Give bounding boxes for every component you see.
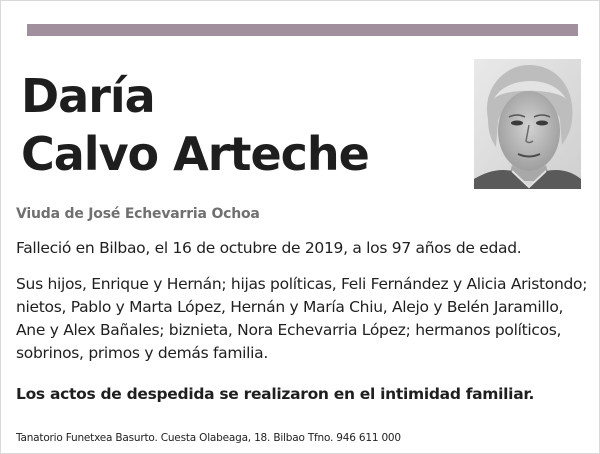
ceremony-notice: Los actos de despedida se realizaron en el intimidad familiar. — [16, 385, 535, 403]
funeral-home-info: Tanatorio Funetxea Basurto. Cuesta Olabeaga, 18. Bilbao Tfno. 946 611 000 — [16, 432, 401, 444]
family-list: Sus hijos, Enrique y Hernán; hijas políticas, Feli Fernández y Alicia Aristondo; nietos, Pablo y Marta López, Hernán y María Chiu, Alejo y Belén Jaramillo, Ane y Alex Bañales; biznieta, Nora Echevarria López; hermanos políticos, sobrinos, primos y demás familia. — [16, 275, 588, 362]
first-name: Daría — [21, 69, 155, 123]
widow-subtitle: Viuda de José Echevarria Ochoa — [16, 206, 260, 222]
portrait-photo — [474, 59, 581, 189]
accent-bar — [27, 24, 578, 36]
surnames: Calvo Arteche — [21, 127, 369, 181]
death-announcement: Falleció en Bilbao, el 16 de octubre de 2019, a los 97 años de edad. — [16, 239, 522, 257]
deceased-name — [21, 67, 369, 183]
